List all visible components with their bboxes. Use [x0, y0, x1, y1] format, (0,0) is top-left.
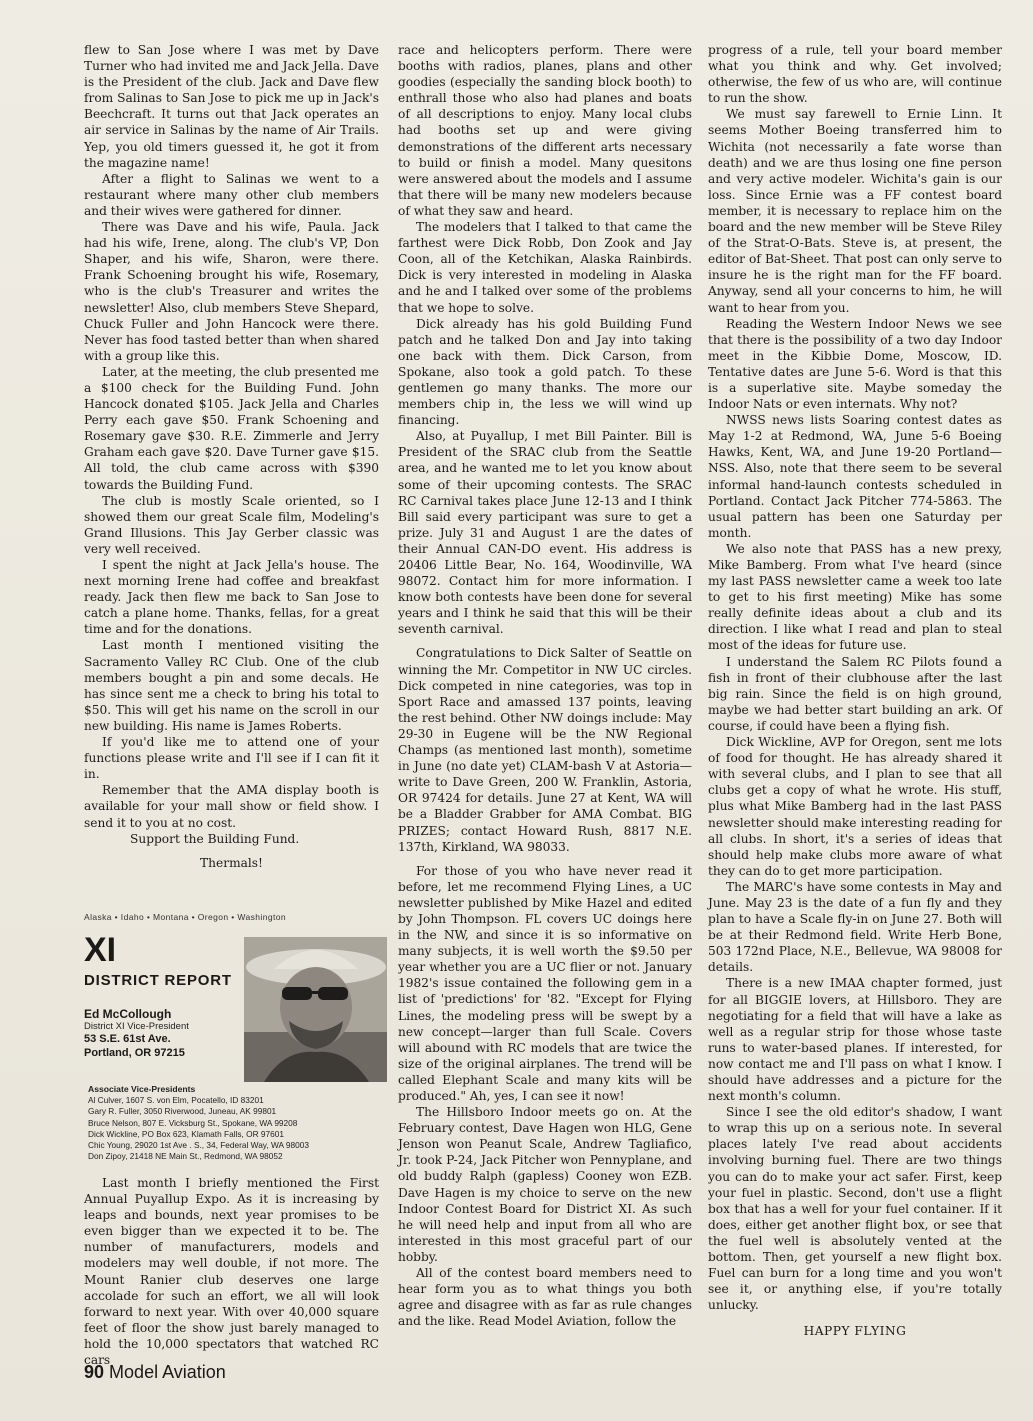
associate-line: Bruce Nelson, 807 E. Vicksburg St., Spokane, WA 99208	[88, 1117, 298, 1128]
associate-line: Gary R. Fuller, 3050 Riverwood, Juneau, AK 99801	[88, 1106, 277, 1117]
paragraph: There is a new IMAA chapter formed, just for all BIGGIE lovers, at Hillsboro. They are negotiating for a field that will have a lake as well as a regular strip for those whose taste runs to water-based planes. If interested, for now contact me and I'll pass on what I know. I should have addresses and a picture for the next month's column.	[708, 976, 1002, 1104]
paragraph: The modelers that I talked to that came the farthest were Dick Robb, Don Zook and Jay Coon, all of the Ketchikan, Alaska Rainbirds. Dick is very interested in modeling in Alaska and he and I talked over some of the problems that we hope to solve.	[398, 220, 692, 315]
editor-name: Ed McCollough	[84, 1007, 172, 1021]
associate-vps	[88, 1084, 388, 1162]
paragraph: flew to San Jose where I was met by Dave Turner who had invited me and Jack Jella. Dave is the President of the club. Jack and Dave flew from Salinas to San Jose to pick me up in Jack's Beechcraft. It turns out that Jack operates an air service in Salinas by the name of Air Trails. Yep, you old timers guessed it, he got it from the magazine name!	[84, 43, 379, 170]
editor-photo	[244, 937, 387, 1082]
page-number: 90	[84, 1362, 105, 1382]
paragraph: I spent the night at Jack Jella's house. The next morning Irene had coffee and breakfast ready. Jack then flew me back to San Jose to catch a plane home. Thanks, fellas, for a great time and for the donations.	[84, 558, 379, 637]
district-report-header	[84, 912, 384, 1060]
thermals-line: Thermals!	[200, 855, 263, 870]
associates-heading: Associate Vice-Presidents	[88, 1084, 196, 1094]
column-1	[84, 42, 379, 871]
paragraph: If you'd like me to attend one of your functions please write and I'll see if I can fit it in.	[84, 735, 379, 782]
column-1-bottom	[84, 1175, 379, 1368]
paragraph: Dick Wickline, AVP for Oregon, sent me lots of food for thought. He has already shared it with several clubs, and I plan to see that all clubs get a copy of what he wrote. His stuff, plus what Mike Bamberg had in the last PASS newsletter should make interesting reading for all clubs. In short, it's a series of ideas that should help make clubs more aware of what they can do to get more participation.	[708, 735, 1002, 878]
associate-line: Don Zipoy, 21418 NE Main St., Redmond, WA 98052	[88, 1151, 283, 1162]
paragraph: Remember that the AMA display booth is available for your mall show or field show. I send it to you at no cost.	[84, 783, 379, 830]
paragraph: progress of a rule, tell your board member what you think and why. Get involved; otherwise, the few of us who are, will continue to run the show.	[708, 43, 1002, 106]
paragraph: We also note that PASS has a new prexy, Mike Bamberg. From what I've heard (since my last PASS newsletter came a week too late to get to his first meeting) Mike has some really definite ideas about a club and its direction. I like what I read and plan to steal most of the ideas for future use.	[708, 541, 1002, 653]
column-2	[398, 42, 692, 1329]
paragraph: Dick already has his gold Building Fund patch and he talked Don and Jay into taking one back with them. Dick Carson, from Spokane, also took a gold patch. To these gentlemen go many thanks. The more our members chip in, the less we will wind up financing.	[398, 316, 692, 428]
paragraph: After a flight to Salinas we went to a restaurant where many other club members and their wives were gathered for dinner.	[84, 171, 379, 218]
paragraph: Last month I mentioned visiting the Sacramento Valley RC Club. One of the club members bought a pin and some decals. He has since sent me a check to bring his total to $50. This will get his name on the scroll in our new building. His name is James Roberts.	[84, 638, 379, 733]
signoff: HAPPY FLYING	[803, 1324, 907, 1339]
paragraph: We must say farewell to Ernie Linn. It seems Mother Boeing transferred him to Wichita (not necessarily a fate worse than death) and we are thus losing one fine person and very active modeler. Wichita's gain is our loss. Since Ernie was a FF contest board member, it is necessary to replace him on the board and the new member will be Steve Riley of the Strat-O-Bats. Steve is, at present, the editor of Bat-Sheet. That post can only serve to insure he is the right man for the FF board. Anyway, send all your concerns to him, he will want to hear from you.	[708, 107, 1002, 315]
editor-address-line1: 53 S.E. 61st Ave.	[84, 1033, 171, 1045]
district-title: DISTRICT REPORT	[84, 972, 232, 989]
paragraph: Congratulations to Dick Salter of Seattle on winning the Mr. Competitor in NW UC circles. Dick competed in nine categories, was top in Sport Race and amassed 137 points, leaving the rest behind. Other NW doings include: May 29-30 in Eugene will be the NW Regional Champs (as mentioned last month), sometime in June (no date yet) CLAM-bash V at Astoria—write to Dave Green, 200 W. Franklin, Astoria, OR 97424 for details. June 27 at Kent, WA will be a Bladder Grabber for AMA Combat. BIG PRIZES; contact Howard Rush, 8817 N.E. 137th, Kirkland, WA 98033.	[398, 646, 692, 854]
paragraph: NWSS news lists Soaring contest dates as May 1-2 at Redmond, WA, June 5-6 Boeing Hawks, Kent, WA, and June 19-20 Portland—NSS. Also, note that there seem to be several informal hand-launch contests scheduled in Portland. Contact Jack Pitcher 774-5863. The usual pattern has been one Saturday per month.	[708, 413, 1002, 540]
paragraph: Later, at the meeting, the club presented me a $100 check for the Building Fund. John Hancock donated $105. Jack Jella and Charles Perry each gave $50. Frank Schoening and Rosemary gave $30. R.E. Zimmerle and Jerry Graham each gave $20. Dave Turner gave $15. All told, the club came across with $390 towards the Building Fund.	[84, 364, 379, 492]
associate-line: Al Culver, 1607 S. von Elm, Pocatello, ID 83201	[88, 1095, 264, 1106]
paragraph: The Hillsboro Indoor meets go on. At the February contest, Dave Hagen won HLG, Gene Jenson won Peanut Scale, Andrew Tagliafico, Jr. took P-24, Jack Pitcher won Pennyplane, and old buddy Ralph (gapless) Cooney won EZB. Dave Hagen is my choice to serve on the new Indoor Contest Board for District XI. As such he will need help and input from all who are interested in this most graceful part of our hobby.	[398, 1105, 692, 1264]
associate-line: Chic Young, 29020 1st Ave . S., 34, Federal Way, WA 98003	[88, 1140, 309, 1151]
paragraph: Also, at Puyallup, I met Bill Painter. Bill is President of the SRAC club from the Seattle area, and he wanted me to let you know about some of their upcoming contests. The SRAC RC Carnival takes place June 12-13 and I think Bill said every participant was sure to get a prize. July 31 and August 1 are the dates of their Annual CAN-DO event. His address is 20406 Little Bear, No. 164, Woodinville, WA 98072. Contact him for more information. I know both contests have been done for several years and I think he said that this will be their seventh carnival.	[398, 429, 692, 637]
paragraph: Since I see the old editor's shadow, I want to wrap this up on a serious note. In several places lately I've read about accidents involving burning fuel. There are two things you can do to make your act safer. First, keep your fuel in plastic. Second, don't use a flight box that has a well for your fuel container. If it does, either get another flight box, or see that the fuel well is absolutely vented at the bottom. Then, get yourself a new flight box. Fuel can burn for a long time and you won't see it, or anything else, if you're totally unlucky.	[708, 1105, 1002, 1313]
paragraph: The club is mostly Scale oriented, so I showed them our great Scale film, Modeling's Grand Illusions. This Jay Gerber classic was very well received.	[84, 493, 379, 556]
paragraph: For those of you who have never read it before, let me recommend Flying Lines, a UC newsletter published by Mike Hazel and edited by John Thompson. FL covers UC doings here in the NW, and since it is so informative on many subjects, it is well worth the $9.50 per year whether you are a UC flier or not. January 1982's issue contained the following gem in a list of 'predictions' for '82. "Except for Flying Lines, the modeling press will be swept by a new concept—larger than full Scale. Covers will abound with RC models that are twice the size of the original airplanes. The trend will be called Elephant Scale and many kits will be produced." Ah, yes, I can see it now!	[398, 863, 692, 1103]
column-3	[708, 42, 1002, 1340]
editor-role: District XI Vice-President	[84, 1021, 189, 1032]
associate-line: Dick Wickline, PO Box 623, Klamath Falls, OR 97601	[88, 1128, 284, 1139]
editor-address-line2: Portland, OR 97215	[84, 1047, 185, 1059]
paragraph: There was Dave and his wife, Paula. Jack had his wife, Irene, along. The club's VP, Don Shaper, and his wife, Sharon, were there. Frank Schoening brought his wife, Rosemary, who is the club's Treasurer and writes the newsletter! Also, club members Steve Shepard, Chuck Fuller and John Hancock were there. Never has food tasted better than when shared with a group like this.	[84, 220, 379, 363]
paragraph: race and helicopters perform. There were booths with radios, planes, plans and other goodies (especially the sanding block booth) to enthrall those who also had planes and boats of all descriptions to enjoy. Many local clubs had booths set up and were giving demonstrations of the different arts necessary to build or finish a model. Many quesitons were answered about the models and I assume that there will be many new modelers because of what they saw and heard.	[398, 43, 692, 218]
support-line: Support the Building Fund.	[130, 831, 300, 846]
portrait-image	[244, 937, 387, 1082]
states-list: Alaska • Idaho • Montana • Oregon • Washington	[84, 912, 286, 922]
paragraph: Last month I briefly mentioned the First Annual Puyallup Expo. As it is increasing by leaps and bounds, next year promises to be even bigger than we expected it to be. The number of manufacturers, models and modelers may well double, if not more. The Mount Ranier club deserves one large accolade for such an effort, we all will look forward to next year. With over 40,000 square feet of floor the show just barely managed to hold the 10,000 spectators that watched RC cars	[84, 1176, 379, 1368]
page-footer	[84, 1362, 226, 1383]
paragraph: The MARC's have some contests in May and June. May 23 is the date of a fun fly and they plan to have a Scale fly-in on June 27. Both will be at their Redmond field. Write Herb Bone, 503 172nd Place, N.E., Bellevue, WA 98008 for details.	[708, 879, 1002, 975]
district-number: XI	[84, 931, 117, 969]
magazine-name: Model Aviation	[109, 1362, 226, 1382]
paragraph: Reading the Western Indoor News we see that there is the possibility of a two day Indoor meet in the Kibbie Dome, Moscow, ID. Tentative dates are June 5-6. Word is that this is a superlative site. Maybe someday the Indoor Nats or even internats. Why not?	[708, 316, 1002, 412]
paragraph: All of the contest board members need to hear form you as to what things you both agree and disagree with as far as rule changes and the like. Read Model Aviation, follow the	[398, 1266, 692, 1329]
paragraph: I understand the Salem RC Pilots found a fish in front of their clubhouse after the last big rain. Since the field is on high ground, maybe we had better start building an ark. Of course, if could have been a flying fish.	[708, 654, 1002, 733]
